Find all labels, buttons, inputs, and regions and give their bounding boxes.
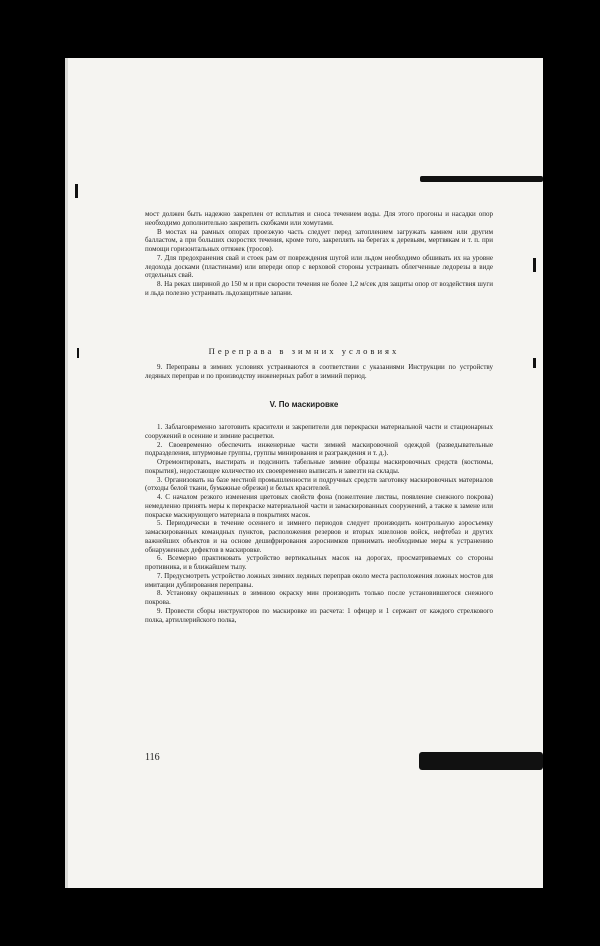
paragraph: 3. Организовать на базе местной промышленности и подручных средств заготовку маскировочных материалов (отходы белой ткани, бумажные обрезки) и белых красителей. [145, 475, 493, 493]
scanned-page [65, 58, 543, 888]
paragraph: 2. Своевременно обеспечить инженерные части зимней маскировочной одеждой (разведывательные подразделения, штурмовые группы, группы минирования и разграждения и т. д.). [145, 440, 493, 458]
paragraph: 6. Всемерно практиковать устройство вертикальных масок на дорогах, просматриваемых со стороны противника, и в ближайшем тылу. [145, 554, 493, 571]
paragraph: 7. Предусмотреть устройство ложных зимних ледяных переправ около места расположения ложных мостов для имитации дублирования переправы. [145, 571, 493, 589]
paragraph: 8. На реках шириной до 150 м и при скорости течения не более 1,2 м/сек для защиты опор от воздействия шуги и льда полезно устраивать льдозащитные запани. [145, 280, 493, 297]
page-number: 116 [145, 752, 160, 763]
text-block-winter [145, 363, 493, 381]
scan-mark-top [420, 176, 543, 182]
scan-mark-left [75, 184, 78, 198]
paragraph: мост должен быть надежно закреплен от всплытия и сноса течением воды. Для этого прогоны и насадки опор необходимо дополнительно закрепить скобками или хомутами. [145, 210, 493, 227]
paragraph: 7. Для предохранения свай и стоек рам от повреждения шугой или льдом необходимо обшивать их на уровне ледохода досками (пластинами) или впереди опор с верховой стороны устраивать облегченные ледорезы в виде отдельных свай. [145, 253, 493, 280]
scan-mark-right-2 [533, 358, 536, 368]
scan-mark-bottom [419, 752, 543, 770]
paragraph: 1. Заблаговременно заготовить красители и закрепители для перекраски материальной части и стационарных сооружений в осенние и зимние расцветки. [145, 423, 493, 440]
paragraph: 9. Переправы в зимних условиях устраиваются в соответствии с указаниями Инструкции по устройству ледяных переправ и по производству инженерных работ в зимний период. [145, 363, 493, 380]
scan-mark-left-2 [77, 348, 79, 358]
paragraph: 9. Провести сборы инструкторов по маскировке из расчета: 1 офицер и 1 сержант от каждого стрелкового полка, артиллерийского полка, [145, 606, 493, 624]
paragraph: В мостах на рамных опорах проезжую часть следует перед затоплением загружать камнем или другим балластом, а при больших скоростях течения, кроме того, закреплять на берегах к деревьям, мертвякам и т. п. при помощи горизонтальных оттяжек (тросов). [145, 227, 493, 253]
text-block-camouflage [145, 423, 493, 624]
section-heading-camouflage: V. По маскировке [269, 400, 339, 409]
paragraph: 5. Периодически в течение осеннего и зимнего периодов следует производить контрольную аэросъемку замаскированных командных пунктов, расположения резервов и вторых эшелонов войск, нефтебаз и других важнейших объектов и на основе дешифрирования аэроснимков принимать необходимые меры к устранению обнаруженных дефектов в маскировке. [145, 519, 493, 554]
paragraph: Отремонтировать, выстирать и подсинить табельные зимние образцы маскировочных средств (костюмы, покрытия), недостающее количество их своевременно выписать и завезти на склады. [145, 458, 493, 475]
paragraph: 8. Установку окрашенных в зимнюю окраску мин производить только после установившегося снежного покрова. [145, 589, 493, 606]
scan-mark-right [533, 258, 536, 272]
text-block-bridges [145, 210, 493, 298]
page-edge [65, 58, 68, 888]
heading-winter-crossing: Переправа в зимних условиях [208, 346, 400, 356]
paragraph: 4. С началом резкого изменения цветовых свойств фона (пожелтение листвы, появление снежного покрова) немедленно принять меры к перекраске материальной части и замаскированных сооружений, а также к замене или покраске маскирующего материала в покрытиях масок. [145, 493, 493, 519]
